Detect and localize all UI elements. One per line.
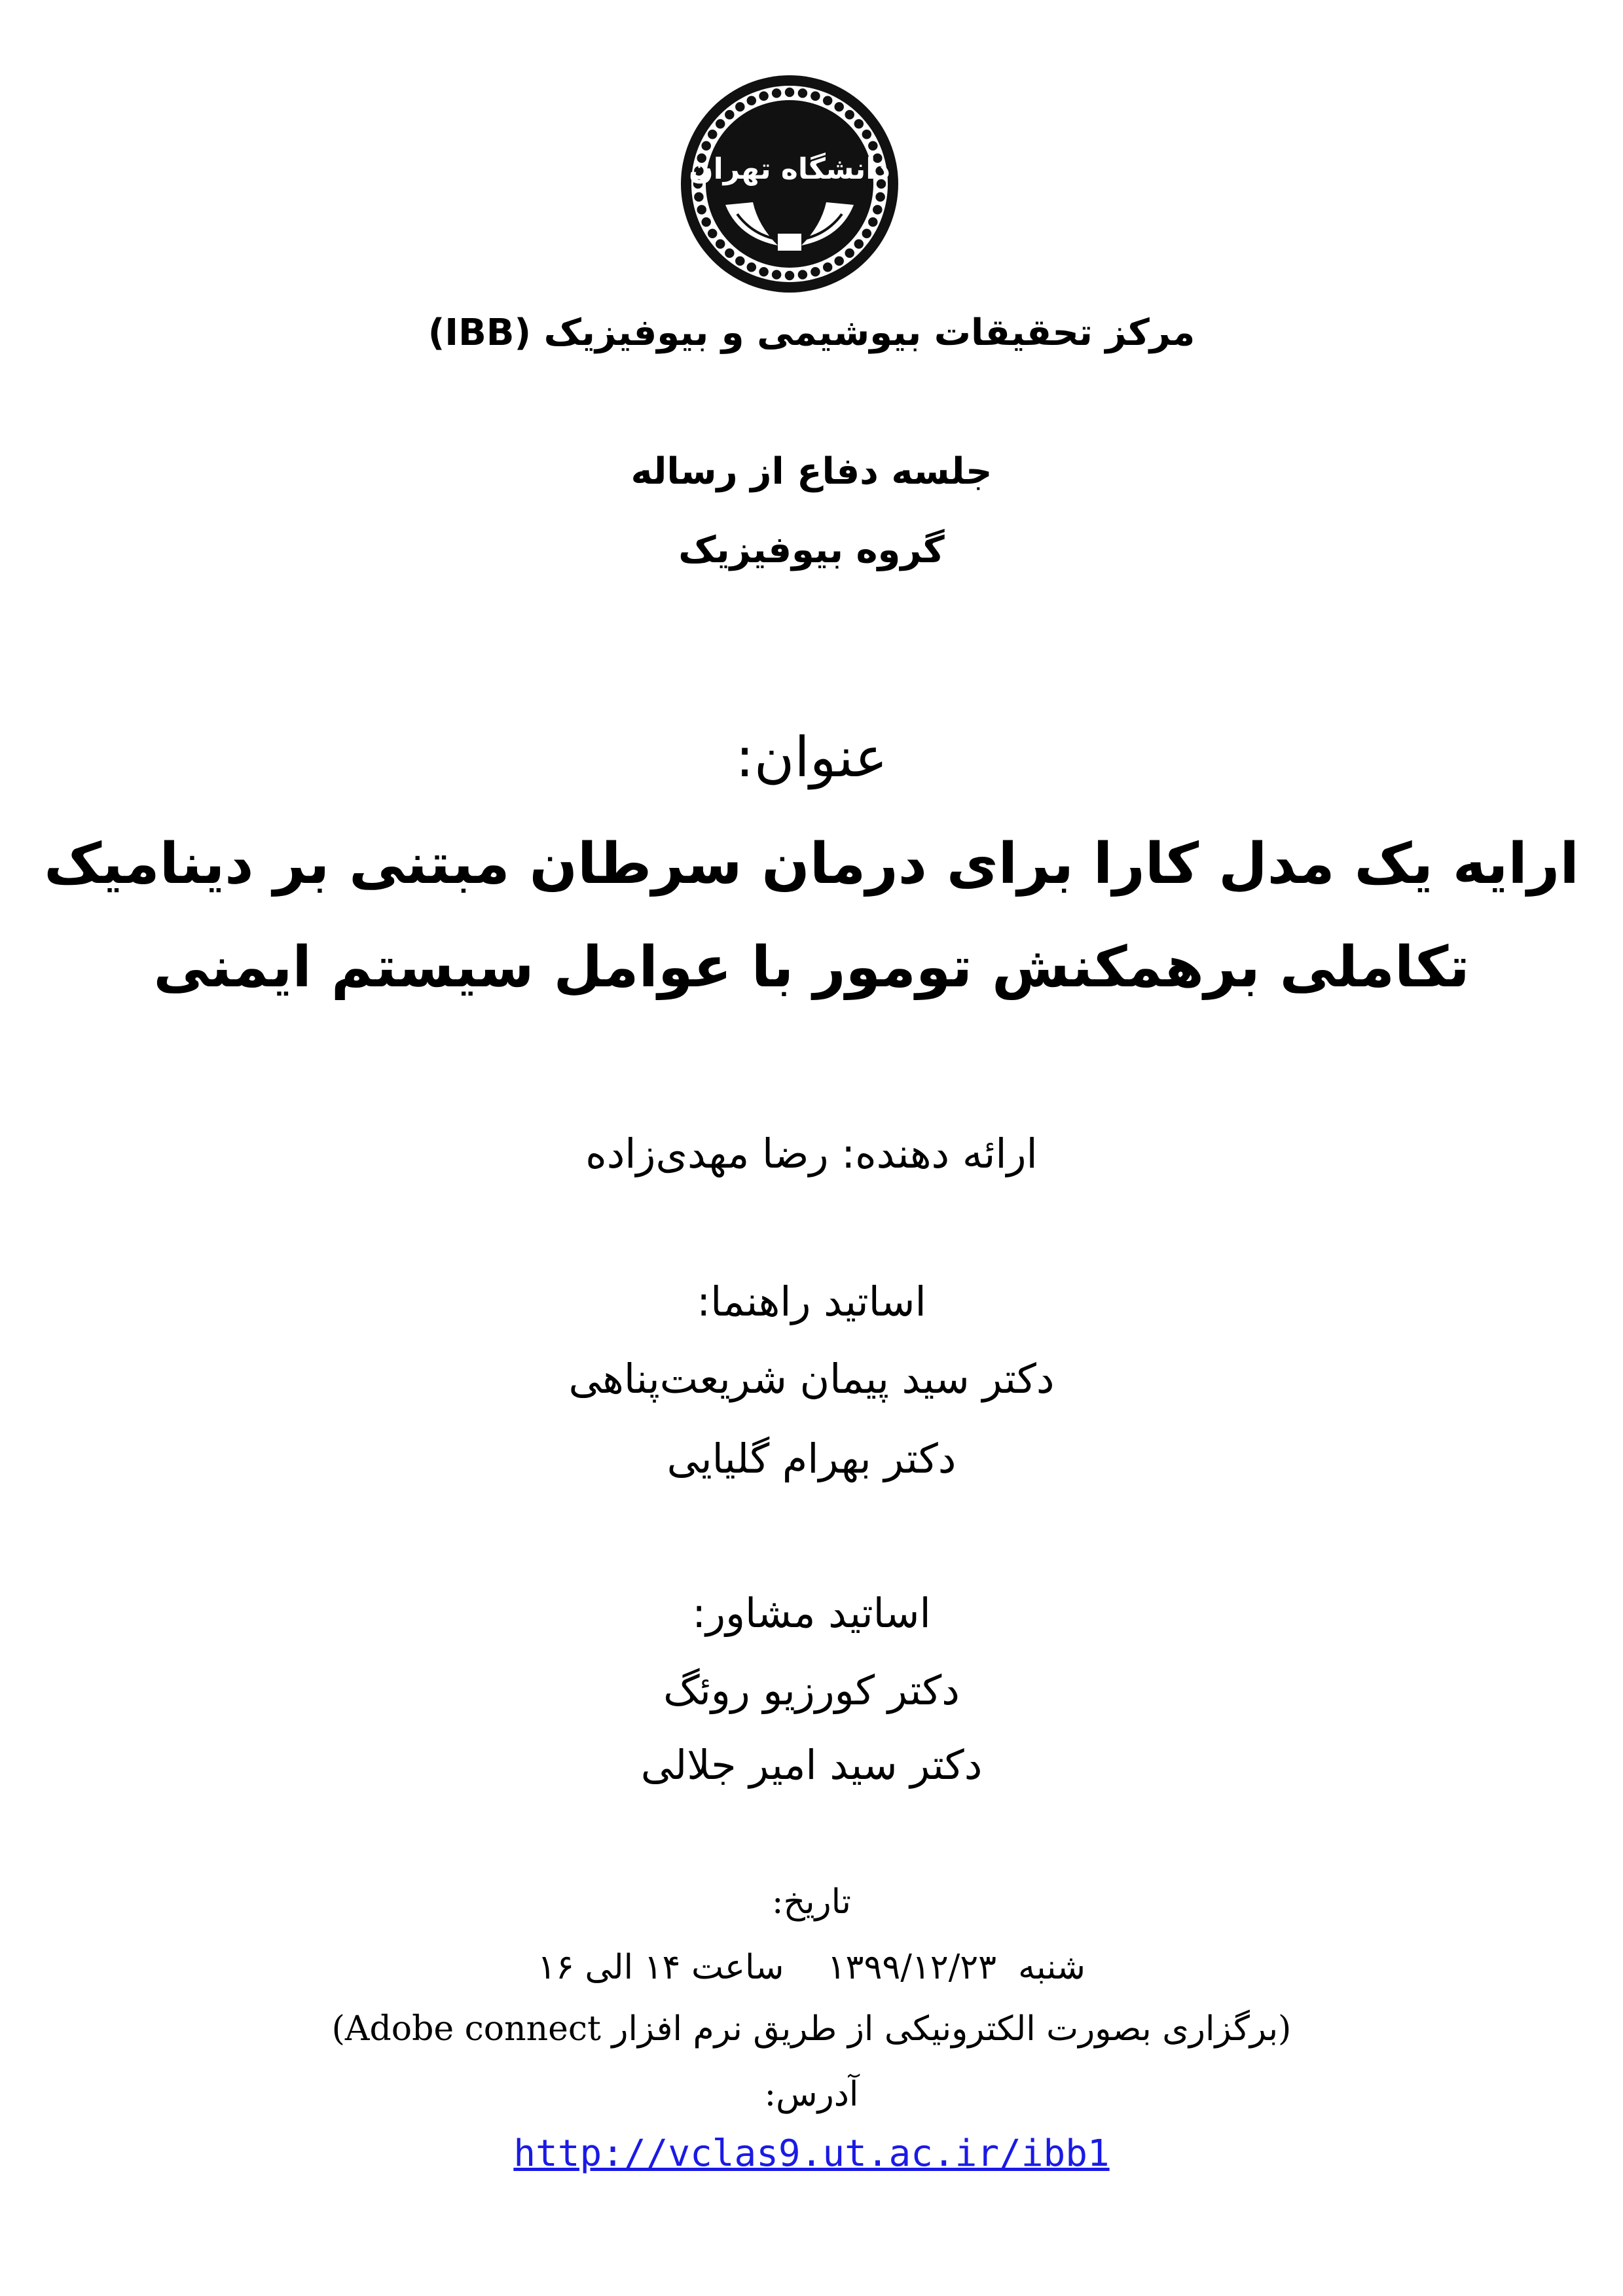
department-name: گروه بیوفیزیک [678, 529, 945, 571]
advisor-name: دکتر سید امیر جلالی [640, 1741, 983, 1789]
seal-bead [862, 228, 872, 239]
seal-bead [867, 217, 878, 227]
seal-bead [834, 101, 845, 112]
seal-bead [854, 239, 864, 249]
url-container [0, 2132, 1623, 2175]
seal-bead [735, 256, 745, 266]
supervisors-heading: اساتید راهنما: [697, 1278, 926, 1325]
seal-bead [701, 217, 712, 227]
date-label: تاریخ: [772, 1882, 851, 1922]
seal-bead [693, 192, 704, 202]
advisors-heading: اساتید مشاور: [692, 1589, 931, 1637]
seal-bead [724, 109, 735, 120]
university-seal-icon [680, 74, 900, 294]
supervisor-name: دکتر سید پیمان شریعت‌پناهی [568, 1355, 1055, 1403]
seal-bead [867, 141, 878, 151]
seal-bead [797, 270, 808, 280]
seal-bead [697, 204, 707, 215]
seal-bead [746, 96, 757, 106]
seal-bead [701, 141, 712, 151]
seal-bead [810, 91, 820, 101]
seal-bead [724, 248, 735, 259]
seal-bead [759, 266, 769, 277]
organization-name: مرکز تحقیقات بیوشیمی و بیوفیزیک (IBB) [428, 312, 1195, 354]
seal-bead [822, 262, 833, 272]
seal-bead [854, 118, 864, 129]
seal-bead [784, 87, 795, 98]
seal-bead [834, 256, 845, 266]
date-time: شنبه ۱۳۹۹/۱۲/۲۳ ساعت ۱۴ الی ۱۶ [538, 1948, 1085, 1987]
seal-bead [875, 192, 886, 202]
seal-bead [715, 118, 725, 129]
seal-bead [771, 88, 782, 98]
session-url-link[interactable]: http://vclas9.ut.ac.ir/ibb1 [513, 2132, 1110, 2175]
seal-bead [771, 270, 782, 280]
online-session-note: (برگزاری بصورت الکترونیکی از طریق نرم افزار Adobe connect) [331, 2009, 1292, 2049]
address-label: آدرس: [764, 2075, 859, 2114]
seal-bead [759, 91, 769, 101]
seal-bead [746, 262, 757, 272]
seal-bead [862, 129, 872, 139]
presenter: ارائه دهنده: رضا مهدی‌زاده [585, 1130, 1038, 1177]
seal-bead [810, 266, 820, 277]
seal-bead [707, 129, 718, 139]
seal-bead [784, 270, 795, 281]
title-label: عنوان: [735, 725, 888, 789]
thesis-title-line-2: تکاملی برهمکنش تومور با عوامل سیستم ایمنی [153, 935, 1470, 1000]
seal-lettering: دانشگاه تهران [689, 152, 890, 186]
advisor-name: دکتر کورزیو روئگ [663, 1666, 960, 1714]
seal-bead [735, 101, 745, 112]
seal-bead [797, 88, 808, 98]
seal-bead [707, 228, 718, 239]
seal-bead [845, 248, 855, 259]
thesis-title-line-1: ارایه یک مدل کارا برای درمان سرطان مبتنی بر دینامیک [44, 831, 1579, 897]
seal-bead [872, 204, 883, 215]
seal-bead [845, 109, 855, 120]
seal-bead [822, 96, 833, 106]
supervisor-name: دکتر بهرام گلیایی [666, 1435, 957, 1482]
session-type: جلسه دفاع از رساله [630, 450, 993, 493]
seal-bead [715, 239, 725, 249]
